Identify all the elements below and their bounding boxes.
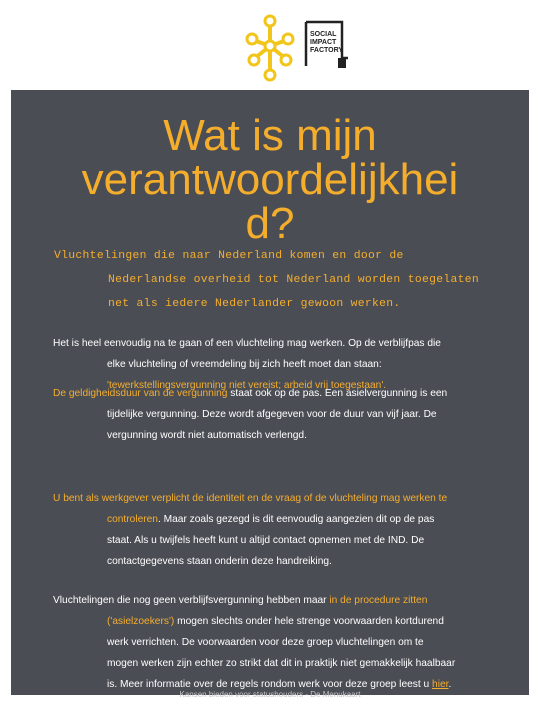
subtitle-line-2: Nederlandse overheid tot Nederland worden toegelaten bbox=[108, 274, 480, 286]
p2-line-3: vergunning wordt niet automatisch verlengd. bbox=[107, 430, 307, 441]
p2-line-1 bbox=[53, 383, 513, 404]
sif-text-2: IMPACT bbox=[310, 39, 337, 46]
logo-mark bbox=[245, 14, 295, 82]
paragraph-2 bbox=[53, 383, 513, 446]
subtitle-line-3: net als iedere Nederlander gewoon werken. bbox=[108, 298, 401, 310]
p4-highlight-2: ('asielzoekers') bbox=[107, 616, 175, 627]
title-line-1: Wat is mijn bbox=[163, 111, 377, 160]
p4-line-5-a: is. Meer informatie over de regels rondom werk voor deze groep leest u bbox=[107, 679, 433, 690]
p1-line-3: 'tewerkstellingsvergunning niet vereist; arbeid vrij toegestaan'. bbox=[107, 380, 387, 391]
p1-line-1: Het is heel eenvoudig na te gaan of een vluchteling mag werken. Op de verblijfpas die bbox=[53, 338, 441, 349]
p1-line-2: elke vluchteling of vreemdeling bij zich heeft moet dan staan: bbox=[107, 359, 382, 370]
p4-line-1 bbox=[53, 590, 513, 611]
p3-line-2 bbox=[53, 509, 513, 530]
p2-line-1-rest: staat ook op de pas. Een asielvergunning is een bbox=[227, 388, 448, 399]
p3-line-2-rest: . Maar zoals gezegd is dit eenvoudig aangezien dit op de pas bbox=[157, 514, 435, 525]
p4-line-2-rest: mogen slechts onder hele strenge voorwaarden kortdurend bbox=[174, 616, 444, 627]
footer: Kansen bieden voor statushouders - De Menukaart bbox=[179, 690, 361, 699]
p2-highlight: De geldigheidsduur van de vergunning bbox=[53, 388, 228, 399]
p3-highlight: controleren bbox=[107, 514, 158, 525]
p4-line-2 bbox=[53, 611, 513, 632]
p4-highlight-1: in de procedure zitten bbox=[329, 595, 428, 606]
sif-text-3: FACTORY bbox=[310, 47, 344, 54]
subtitle-line-1: Vluchtelingen die naar Nederland komen en door de bbox=[54, 250, 404, 262]
sif-text-1: SOCIAL bbox=[310, 31, 337, 38]
paragraph-4 bbox=[53, 590, 513, 695]
p3-line-4: contactgegevens staan onderin deze handreiking. bbox=[107, 556, 332, 567]
p3-line-1: U bent als werkgever verplicht de identiteit en de vraag of de vluchteling mag werken te bbox=[53, 493, 448, 504]
p3-line-3: staat. Als u twijfels heeft kunt u altijd contact opnemen met de IND. De bbox=[107, 535, 425, 546]
title-line-2: verantwoordelijkhei bbox=[81, 155, 459, 204]
title-line-3: d? bbox=[245, 199, 295, 248]
social-impact-factory-logo bbox=[302, 18, 350, 72]
p4-line-1-a: Vluchtelingen die nog geen verblijfsvergunning hebben maar bbox=[53, 595, 330, 606]
subtitle bbox=[54, 244, 524, 316]
p2-line-2: tijdelijke vergunning. Deze wordt afgegeven voor de duur van vijf jaar. De bbox=[107, 409, 437, 420]
page-title bbox=[11, 111, 529, 248]
content-panel bbox=[11, 90, 529, 695]
p4-line-3: werk verrichten. De voorwaarden voor deze groep vluchtelingen om te bbox=[107, 637, 424, 648]
paragraph-3 bbox=[53, 488, 513, 572]
p4-line-5-end: . bbox=[448, 679, 452, 690]
hier-link[interactable]: hier bbox=[432, 679, 449, 690]
p4-line-4: mogen werken zijn echter zo strikt dat dit in praktijk niet gemakkelijk haalbaar bbox=[107, 658, 456, 669]
